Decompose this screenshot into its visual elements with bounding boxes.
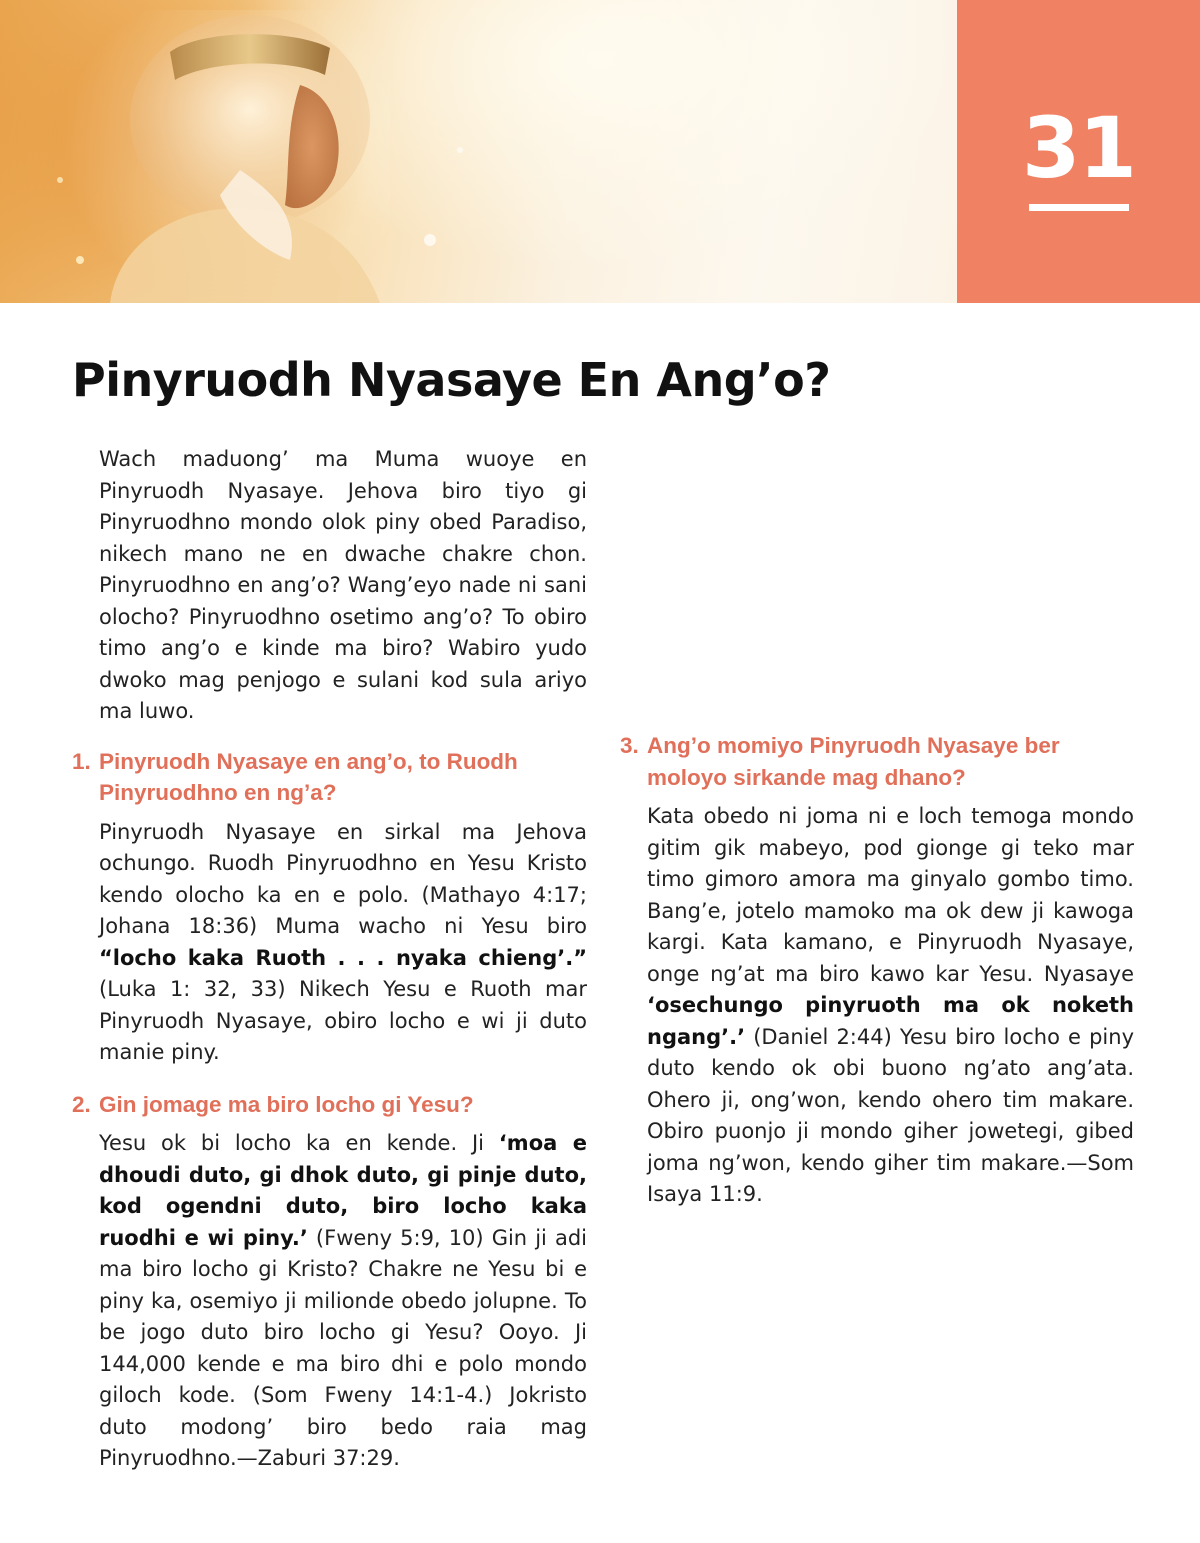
intro-paragraph: Wach maduong’ ma Muma wuoye en Pinyruodh Nyasaye. Jehova biro tiyo gi Pinyruodhno mondo olok piny obed Paradiso, nikech mano ne en dwache chakre chon. Pinyruodhno en ang’o? Wang’eyo nade ni sani olocho? Pinyruodhno osetimo ang’o? To obiro timo ang’o e kinde ma biro? Wabiro yudo dwoko mag penjogo e sulani kod sula ariyo ma luwo. <box>99 447 587 723</box>
question-2 <box>72 1089 587 1121</box>
lesson-number-underline <box>1029 204 1129 211</box>
question-3 <box>620 730 1134 793</box>
answer-2-paragraph <box>99 1128 587 1475</box>
answer-1-paragraph <box>99 817 587 1069</box>
scripture-quote: ‘moa e dhoudi duto, gi dhok duto, gi pinje duto, kod ogendni duto, biro locho kaka ruodhi e wi piny.’ <box>99 1131 587 1250</box>
question-number: 2. <box>72 1091 91 1117</box>
question-1 <box>72 746 587 809</box>
lesson-number: 31 <box>1022 99 1135 197</box>
page-title: Pinyruodh Nyasaye En Ang’o? <box>72 353 831 407</box>
text-run: Pinyruodh Nyasaye en sirkal ma Jehova ochungo. Ruodh Pinyruodhno en Yesu Kristo kendo olocho ka en e polo. (Mathayo 4:17; Johana 18:36) Muma wacho ni Yesu biro <box>99 819 587 938</box>
lesson-number-box <box>957 0 1200 303</box>
text-run: (Daniel 2:44) Yesu biro locho e piny duto kendo ok obi buono ng’ato ang’ata. Ohero ji, ong’won, kendo ohero tim makare. Obiro puonjo ji mondo giher jowetegi, gibed joma ng’won, kendo giher tim makare.—Som Isaya 11:9. <box>647 1024 1134 1206</box>
text-run: Kata obedo ni joma ni e loch temoga mondo gitim gik mabeyo, pod gionge gi teko mar timo gimoro amora ma ginyalo gombo timo. Bang’e, jotelo mamoko ma ok dew ji kawoga kargi. Kata kamano, e Pinyruodh Nyasaye, onge ng’at ma biro kawo kar Yesu. Nyasaye <box>647 804 1134 986</box>
answer-3-paragraph <box>647 801 1134 1211</box>
question-text: Gin jomage ma biro locho gi Yesu? <box>99 1091 474 1117</box>
right-column <box>620 444 1134 1211</box>
text-run: (Luka 1: 32, 33) Nikech Yesu e Ruoth mar Pinyruodh Nyasaye, obiro locho e wi ji duto manie piny. <box>99 977 587 1064</box>
question-text: Ang’o momiyo Pinyruodh Nyasaye ber moloyo sirkande mag dhano? <box>647 733 1060 790</box>
king-illustration-icon <box>0 0 957 303</box>
header-image <box>0 0 957 303</box>
text-run: (Fweny 5:9, 10) Gin ji adi ma biro locho gi Kristo? Chakre ne Yesu bi e piny ka, osemiyo ji milionde obedo jolupne. To be jogo duto biro locho gi Yesu? Ooyo. Ji 144,000 kende e ma biro dhi e polo mondo giloch kode. (Som Fweny 14:1-4.) Jokristo duto modong’ biro bedo raia mag Pinyruodhno.—Zaburi 37:29. <box>99 1225 587 1470</box>
text-run: Yesu ok bi locho ka en kende. Ji <box>99 1131 499 1155</box>
scripture-quote: ‘osechungo pinyruoth ma ok noketh ngang’.’ <box>647 993 1134 1049</box>
question-text: Pinyruodh Nyasaye en ang’o, to Ruodh Pinyruodhno en ng’a? <box>99 748 518 805</box>
question-number: 1. <box>72 748 91 774</box>
left-column <box>72 444 587 1475</box>
scripture-quote: “locho kaka Ruoth . . . nyaka chieng’.” <box>99 945 587 970</box>
question-number: 3. <box>620 733 639 758</box>
